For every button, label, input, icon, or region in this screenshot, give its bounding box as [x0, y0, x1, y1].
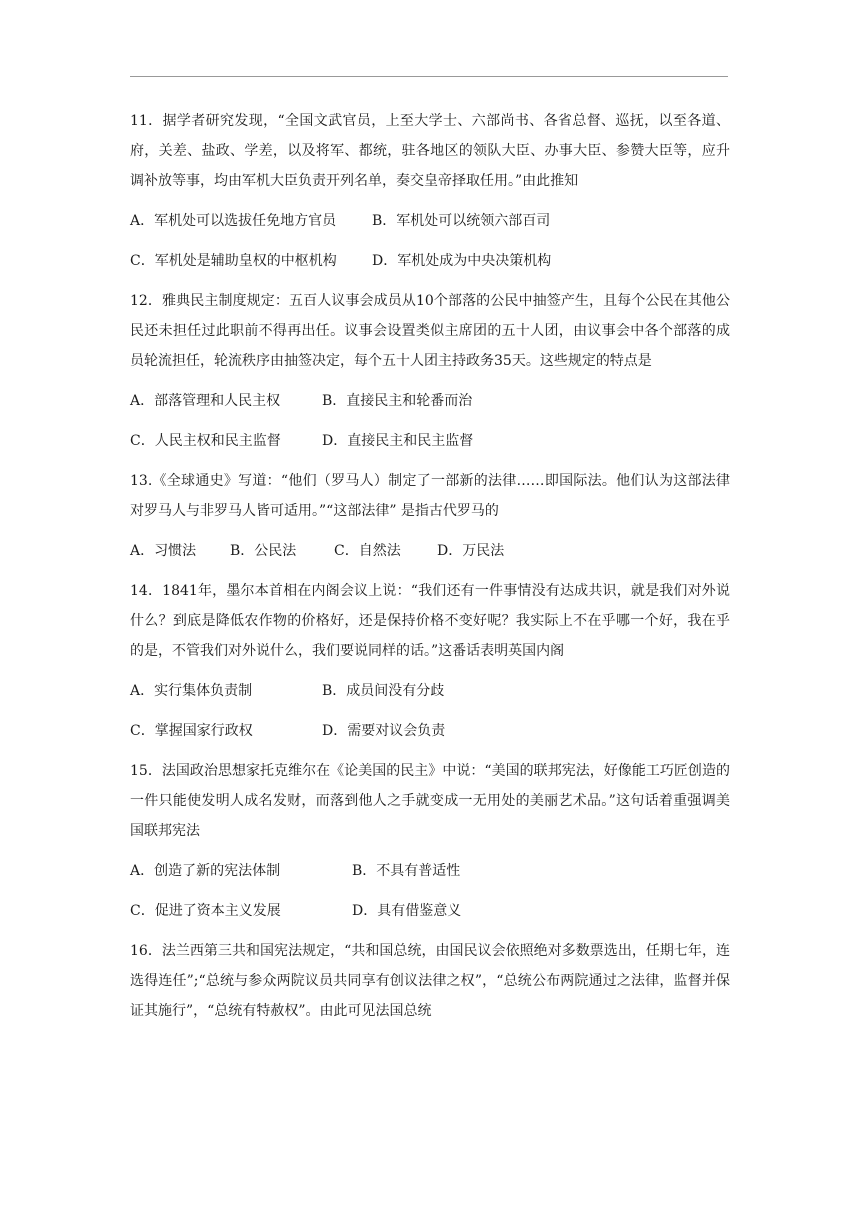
question-stem: 14．1841年，墨尔本首相在内阁会议上说：“我们还有一件事情没有达成共识，就是我们对外说什么？到底是降低农作物的价格好，还是保持价格不变好呢？我实际上不在乎哪一个好，我在乎的是，不管我们对外说什么，我们要说同样的话。”这番话表明英国内阁: [130, 583, 730, 659]
option-c[interactable]: C．军机处是辅助皇权的中枢机构: [130, 253, 337, 269]
question-12: [130, 286, 730, 456]
question-13: [130, 466, 730, 566]
question-15: [130, 756, 730, 926]
question-16: [130, 936, 730, 1026]
question-11: [130, 106, 730, 276]
option-b[interactable]: B．公民法: [230, 543, 297, 559]
question-stem: 15．法国政治思想家托克维尔在《论美国的民主》中说：“美国的联邦宪法，好像能工巧匠创造的一件只能使发明人成名发财，而落到他人之手就变成一无用处的美丽艺术品。”这句话着重强调美国联邦宪法: [130, 763, 730, 839]
question-list: [130, 106, 730, 1036]
question-stem: 13.《全球通史》写道：“他们（罗马人）制定了一部新的法律……即国际法。他们认为这部法律对罗马人与非罗马人皆可适用。”“这部法律” 是指古代罗马的: [130, 473, 730, 519]
option-a[interactable]: A．军机处可以选拔任免地方官员: [130, 213, 337, 229]
question-14: [130, 576, 730, 746]
question-stem: 12．雅典民主制度规定：五百人议事会成员从10个部落的公民中抽签产生，且每个公民在其他公民还未担任过此职前不得再出任。议事会设置类似主席团的五十人团，由议事会中各个部落的成员轮流担任，轮流秩序由抽签决定，每个五十人团主持政务35天。这些规定的特点是: [130, 293, 730, 369]
option-c[interactable]: C．掌握国家行政权: [130, 723, 253, 739]
option-d[interactable]: D．具有借鉴意义: [352, 903, 462, 919]
option-a[interactable]: A．部落管理和人民主权: [130, 393, 281, 409]
option-d[interactable]: D．万民法: [437, 543, 505, 559]
option-d[interactable]: D．军机处成为中央决策机构: [372, 253, 552, 269]
question-stem: 11．据学者研究发现，“全国文武官员，上至大学士、六部尚书、各省总督、巡抚，以至各道、府，关差、盐政、学差，以及将军、都统，驻各地区的领队大臣、办事大臣、参赞大臣等，应升调补放等事，均由军机大臣负责开列名单，奏交皇帝择取任用。”由此推知: [130, 113, 730, 189]
option-a[interactable]: A．创造了新的宪法体制: [130, 863, 281, 879]
option-d[interactable]: D．直接民主和民主监督: [322, 433, 474, 449]
option-b[interactable]: B．成员间没有分歧: [322, 683, 445, 699]
option-b[interactable]: B．军机处可以统领六部百司: [372, 213, 551, 229]
option-c[interactable]: C．促进了资本主义发展: [130, 903, 281, 919]
option-a[interactable]: A．习惯法: [130, 543, 197, 559]
option-b[interactable]: B．直接民主和轮番而治: [322, 393, 473, 409]
option-d[interactable]: D．需要对议会负责: [322, 723, 446, 739]
option-c[interactable]: C．自然法: [334, 543, 401, 559]
option-c[interactable]: C．人民主权和民主监督: [130, 433, 281, 449]
question-stem: 16．法兰西第三共和国宪法规定，“共和国总统，由国民议会依照绝对多数票选出，任期七年，连选得连任”;“总统与参众两院议员共同享有创议法律之权”，“总统公布两院通过之法律，监督并保证其施行”，“总统有特赦权”。由此可见法国总统: [130, 943, 730, 1019]
header-rule: [130, 76, 728, 77]
option-a[interactable]: A．实行集体负责制: [130, 683, 253, 699]
option-b[interactable]: B．不具有普适性: [352, 863, 461, 879]
